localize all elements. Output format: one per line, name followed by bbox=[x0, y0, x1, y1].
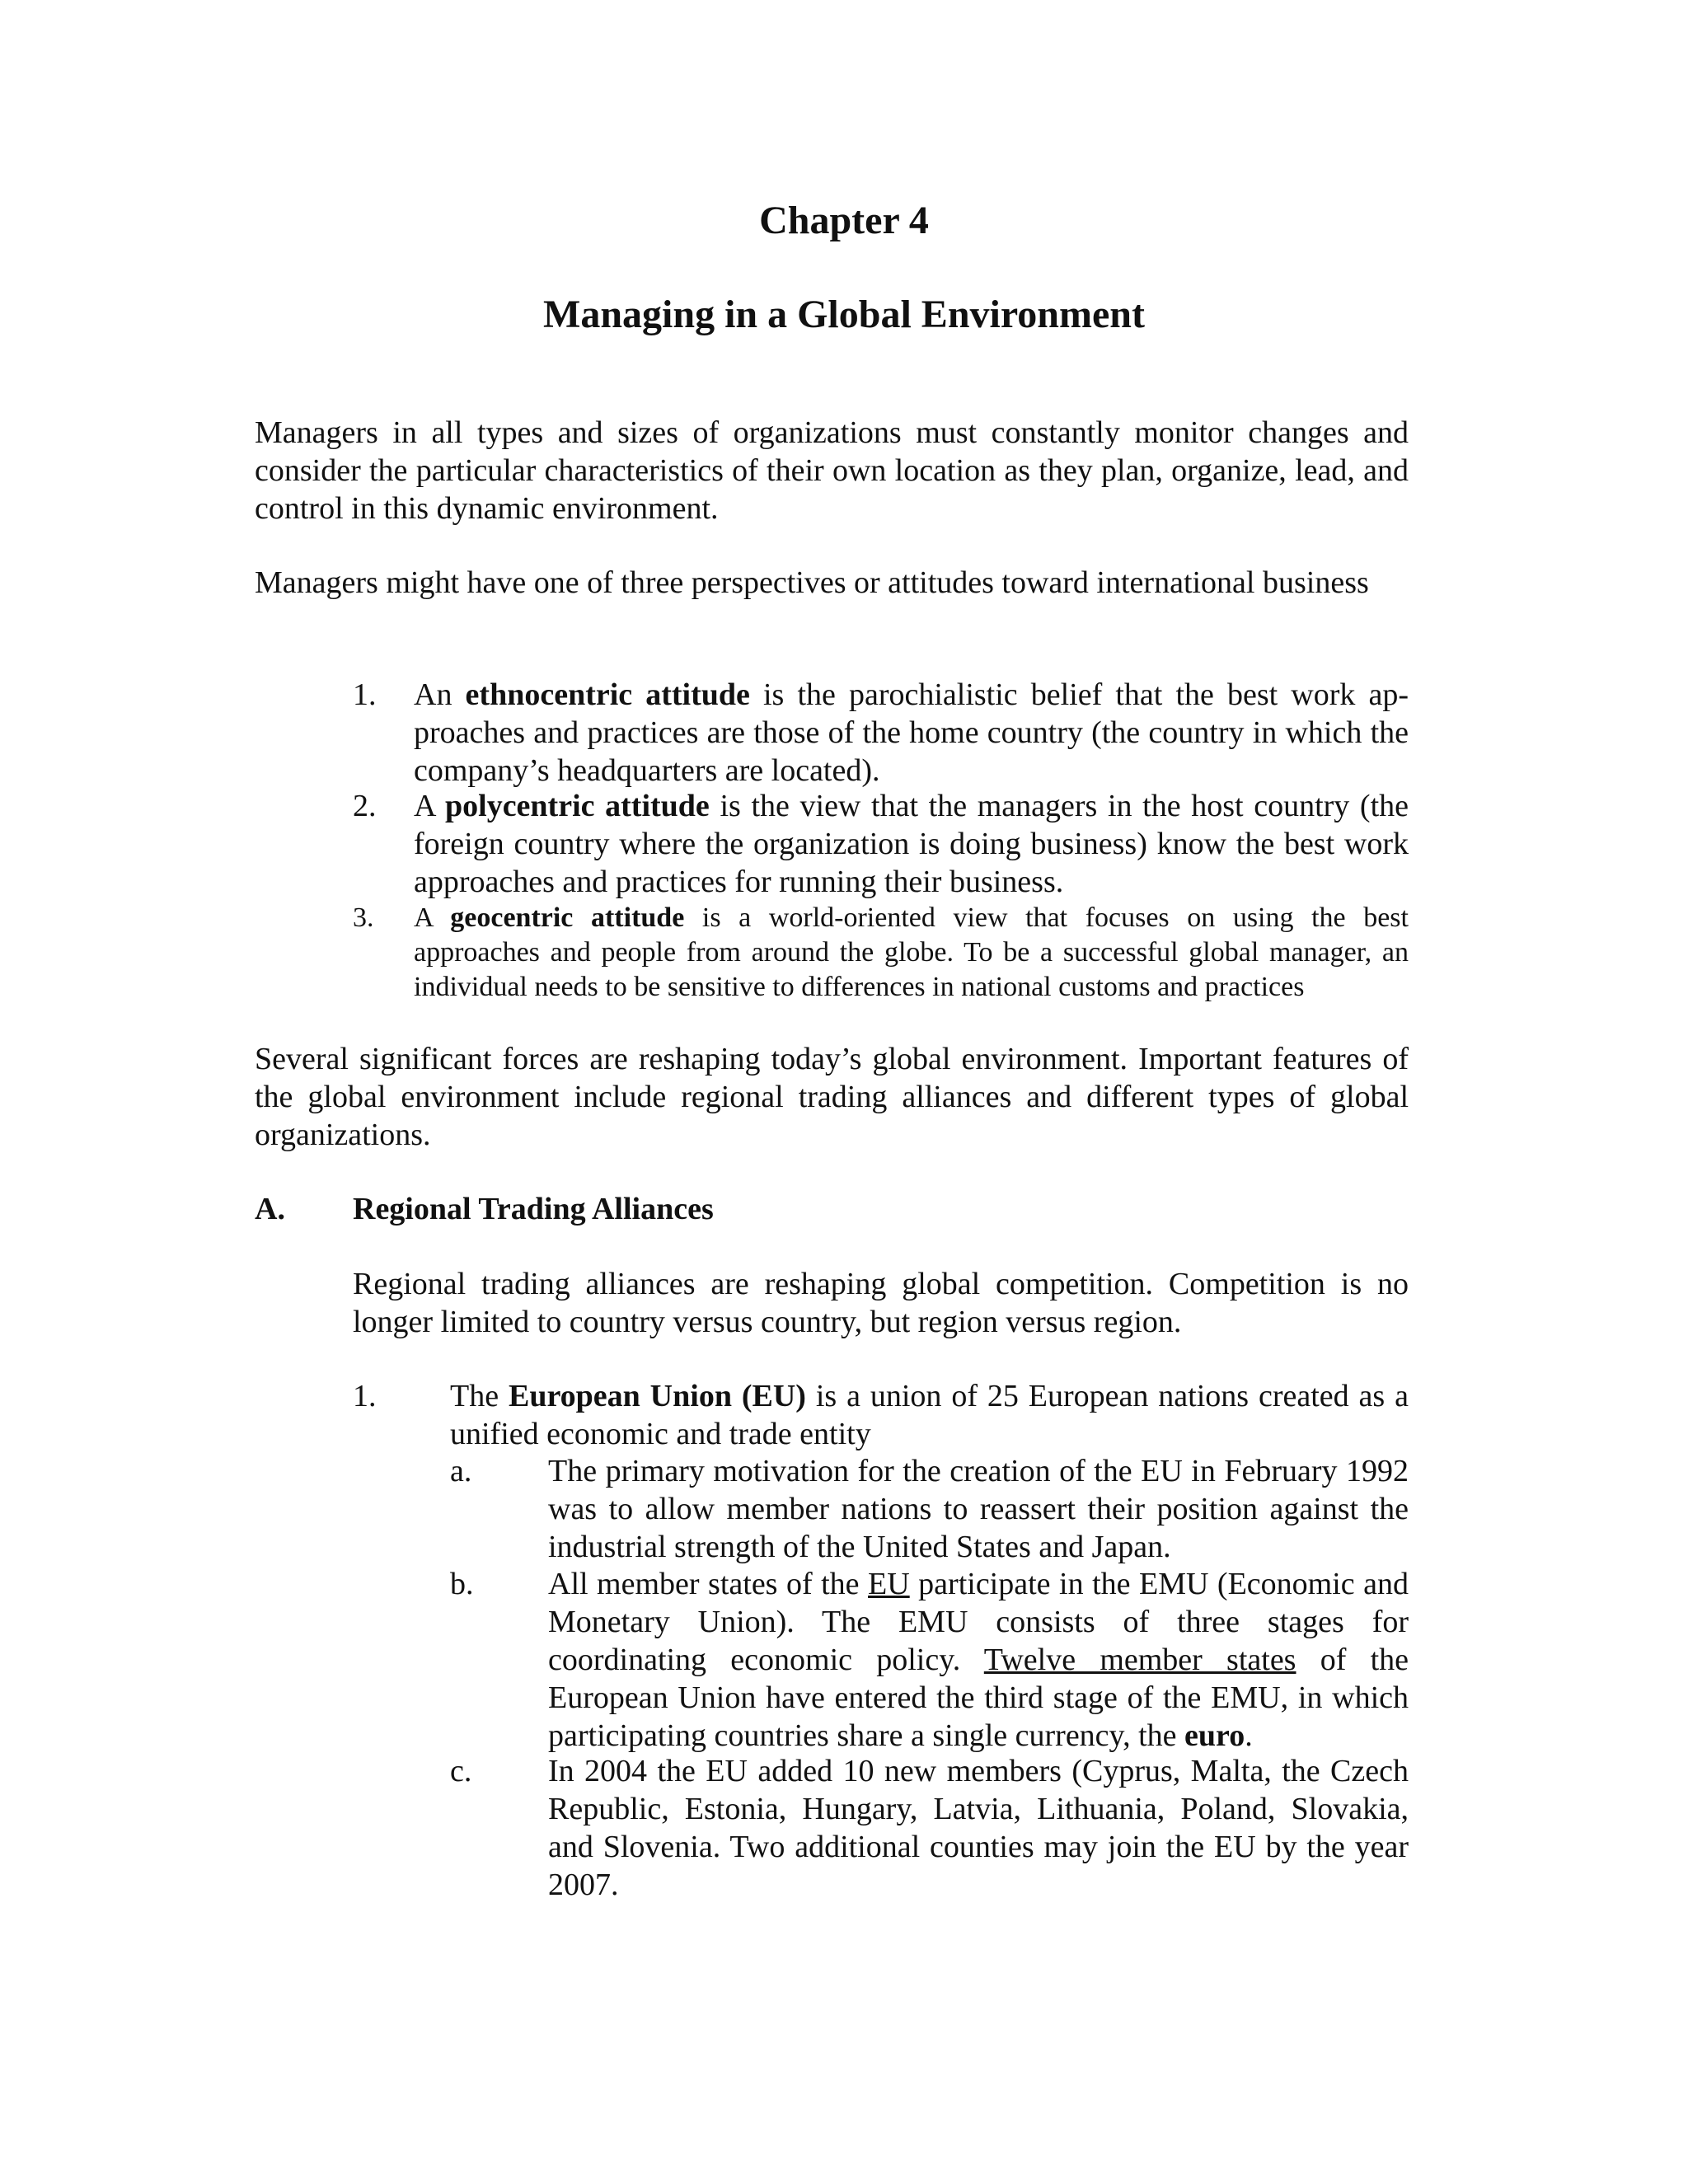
section-intro: Regional trading alliances are reshaping global competition. Competition is no longer limited to country versus country, but region versus region. bbox=[353, 1267, 1409, 1339]
attitude-item-polycentric bbox=[414, 787, 1409, 901]
subitem-letter: c. bbox=[450, 1754, 472, 1788]
chapter-title: Managing in a Global Environment bbox=[543, 293, 1145, 336]
subitem-a: The primary motivation for the creation of the EU in February 1992 was to allow member nations to reassert their position against the industrial strength of the United States and Japan. bbox=[548, 1454, 1409, 1564]
euro-term: euro bbox=[1184, 1718, 1245, 1753]
attitude-term: ethnocentric attitude bbox=[465, 677, 750, 712]
chapter-number: Chapter 4 bbox=[759, 199, 929, 242]
attitude-term: polycentric attitude bbox=[445, 789, 710, 823]
attitude-item-ethnocentric bbox=[414, 676, 1409, 790]
intro-paragraph-1: Managers in all types and sizes of organizations must constantly monitor changes and consider the particular characteristics of their own location as they plan, organize, lead, and control in this dynamic environment. bbox=[255, 415, 1409, 526]
attitude-term: geocentric attitude bbox=[450, 902, 685, 933]
attitude-number: 3. bbox=[353, 902, 374, 933]
attitude-before: An bbox=[414, 677, 466, 712]
attitude-before: A bbox=[414, 789, 445, 823]
subitem-letter: a. bbox=[450, 1454, 472, 1488]
subitem-b-text: . bbox=[1245, 1718, 1253, 1753]
attitude-number: 2. bbox=[353, 789, 377, 823]
forces-paragraph: Several significant forces are reshaping today’s global environment. Important features of the global environment include regional trading alliances and different types of global organizations. bbox=[255, 1042, 1409, 1152]
attitude-description: is a world-oriented view that focuses on using the best approaches and people from around the globe. To be a successful global manager, an individual needs to be sensitive to differences in national customs and practices bbox=[414, 902, 1409, 1002]
subitem-letter: b. bbox=[450, 1567, 474, 1601]
subitem-b bbox=[548, 1565, 1409, 1755]
subitem-b-text: of the European Union have entered the third stage of the EMU, in which participating countries share a single currency, the bbox=[548, 1643, 1409, 1753]
subitem-b-text: All member states of the bbox=[548, 1567, 869, 1601]
attitude-description: is the view that the managers in the host country (the foreign country where the organization is doing business) know the best work approaches and practices for running their business. bbox=[414, 789, 1409, 899]
subitem-c: In 2004 the EU added 10 new members (Cyprus, Malta, the Czech Republic, Estonia, Hungary, Latvia, Lithuania, Poland, Slovakia, and Slovenia. Two additional counties may join the EU by the year 2007. bbox=[548, 1754, 1409, 1902]
eu-item-number: 1. bbox=[353, 1379, 377, 1413]
attitude-item-geocentric bbox=[414, 901, 1409, 1005]
section-letter: A. bbox=[255, 1192, 285, 1226]
attitude-description: is the parochialistic belief that the best work ap-proaches and practices are those of the home country (the country in which the company’s headquarters are located). bbox=[414, 677, 1409, 788]
attitude-number: 1. bbox=[353, 677, 377, 712]
subitem-b-text: participate in the EMU (Economic and Monetary Union). The EMU consists of three stages for coordinating economic policy. bbox=[548, 1567, 1409, 1677]
eu-item-description: is a union of 25 European nations created as a unified economic and trade entity bbox=[450, 1379, 1409, 1451]
eu-underlined: EU bbox=[868, 1567, 910, 1601]
eu-term: European Union (EU) bbox=[508, 1379, 806, 1413]
section-heading: Regional Trading Alliances bbox=[353, 1192, 714, 1226]
attitude-before: A bbox=[414, 902, 451, 933]
intro-paragraph-2: Managers might have one of three perspectives or attitudes toward international business bbox=[255, 565, 1369, 600]
eu-item bbox=[450, 1377, 1409, 1453]
eu-item-before: The bbox=[450, 1379, 509, 1413]
twelve-member-states-underlined: Twelve member states bbox=[983, 1643, 1296, 1677]
